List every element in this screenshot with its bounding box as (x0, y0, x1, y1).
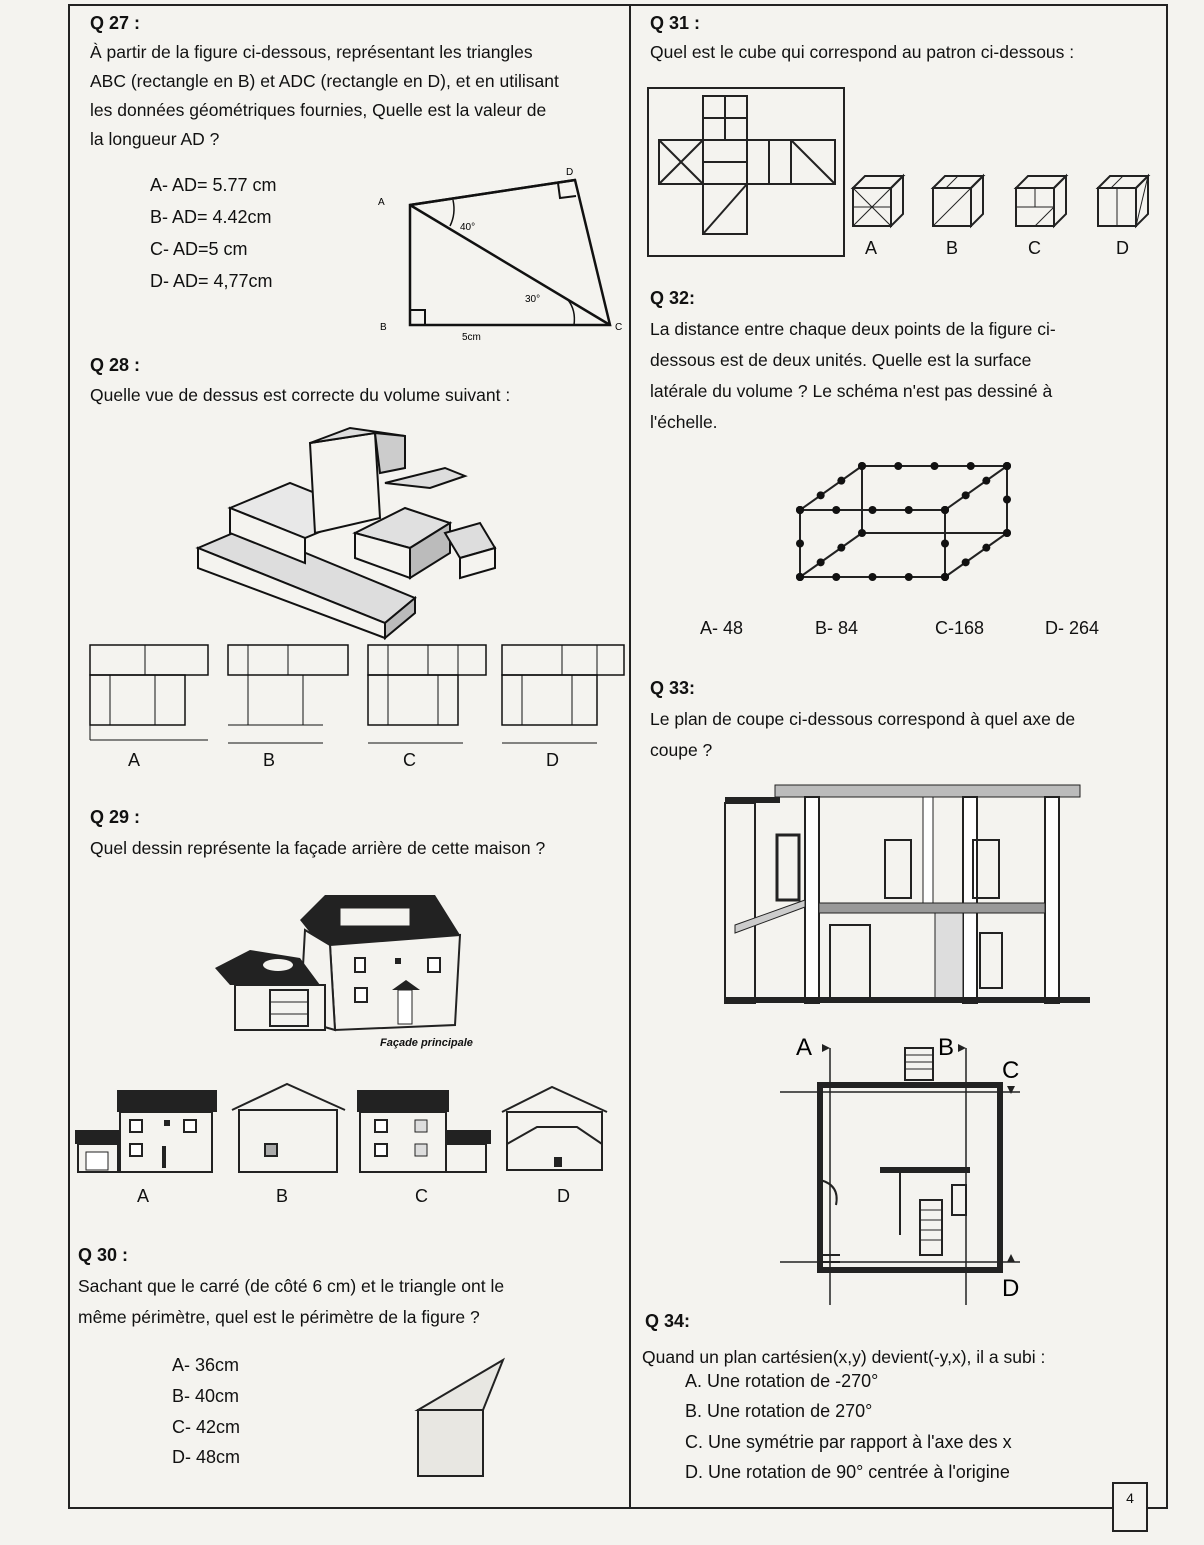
q34-option-c[interactable]: C. Une symétrie par rapport à l'axe des x (685, 1432, 1012, 1452)
q28-view-a[interactable] (90, 645, 208, 740)
axis-d-label: D (1002, 1275, 1020, 1302)
grid-dot (832, 573, 840, 581)
box-edge (800, 533, 862, 577)
grid-dot (869, 573, 877, 581)
q30-option-b[interactable]: B- 40cm (172, 1386, 240, 1406)
grid-dot (1003, 529, 1011, 537)
q31-label-a: A (865, 238, 878, 258)
grid-dot (837, 544, 845, 552)
q32-option-b[interactable]: B- 84 (815, 618, 859, 638)
q29-option-a[interactable] (75, 1090, 217, 1172)
q27-text-line: les données géométriques fournies, Quelle est la valeur de (90, 100, 547, 120)
axis-c-label: C (1002, 1057, 1020, 1084)
q29-facade-options (72, 1082, 632, 1177)
grid-dot (869, 506, 877, 514)
q28-title: Q 28 : (90, 355, 141, 375)
q28-label-a: A (128, 750, 141, 770)
grid-dot (905, 573, 913, 581)
grid-dot (1003, 462, 1011, 470)
q31-label-c: C (1028, 238, 1041, 258)
q30-title: Q 30 : (78, 1245, 129, 1265)
q33-title: Q 33: (650, 678, 696, 698)
q29-label-d: D (557, 1186, 570, 1206)
grid-dot (982, 477, 990, 485)
q27-option-a[interactable]: A- AD= 5.77 cm (150, 175, 277, 195)
grid-dot (817, 491, 825, 499)
grid-dot (817, 558, 825, 566)
q34-option-b[interactable]: B. Une rotation de 270° (685, 1401, 873, 1421)
grid-dot (1003, 496, 1011, 504)
section-axis-a[interactable] (796, 1034, 830, 1305)
grid-dot (967, 462, 975, 470)
q29-option-b[interactable] (232, 1084, 345, 1172)
section-axis-d[interactable] (780, 1254, 1020, 1302)
grid-dot (894, 462, 902, 470)
grid-dot (832, 506, 840, 514)
q33-floor-plan (780, 1030, 1040, 1305)
grid-dot (858, 529, 866, 537)
q27-angle-40: 40° (460, 222, 476, 233)
q31-text: Quel est le cube qui correspond au patron ci-dessous : (650, 42, 1075, 62)
q30-option-c[interactable]: C- 42cm (172, 1417, 241, 1437)
q27-text-line: À partir de la figure ci-dessous, représentant les triangles (90, 42, 533, 62)
q28-label-d: D (546, 750, 559, 770)
q27-text-line: ABC (rectangle en B) et ADC (rectangle en D), et en utilisant (90, 71, 559, 91)
q31-title: Q 31 : (650, 13, 701, 33)
q28-view-b[interactable] (228, 645, 348, 743)
q31-cube-a[interactable] (853, 176, 903, 226)
q28-label-c: C (403, 750, 416, 770)
q27-option-d[interactable]: D- AD= 4,77cm (150, 271, 273, 291)
axis-a-label: A (796, 1034, 813, 1061)
q29-title: Q 29 : (90, 807, 141, 827)
section-axis-c[interactable] (780, 1057, 1020, 1094)
grid-dot (858, 462, 866, 470)
q27-label-b: B (380, 322, 387, 333)
q27-triangle-figure (370, 160, 630, 350)
q32-option-c[interactable]: C-168 (935, 618, 985, 638)
q30-text-line: même périmètre, quel est le périmètre de la figure ? (78, 1307, 480, 1327)
q34-option-a[interactable]: A. Une rotation de -270° (685, 1371, 879, 1391)
q32-dotted-box-figure (790, 455, 1030, 595)
q30-text-line: Sachant que le carré (de côté 6 cm) et le triangle ont le (78, 1276, 505, 1296)
grid-dot (931, 462, 939, 470)
grid-dot (982, 544, 990, 552)
q29-caption: Façade principale (380, 1037, 473, 1049)
q31-cube-d[interactable] (1098, 176, 1148, 226)
q33-section-drawing (725, 785, 1090, 1005)
q32-text-line: l'échelle. (650, 412, 718, 432)
q29-label-a: A (137, 1186, 150, 1206)
q33-text-line: coupe ? (650, 740, 713, 760)
q30-option-a[interactable]: A- 36cm (172, 1355, 240, 1375)
q27-angle-30: 30° (525, 294, 541, 305)
q30-square-triangle-figure (415, 1358, 515, 1480)
q28-volume-figure (190, 428, 480, 638)
grid-dot (941, 573, 949, 581)
q27-label-a: A (378, 197, 385, 208)
q29-option-d[interactable] (502, 1087, 607, 1170)
q34-option-d[interactable]: D. Une rotation de 90° centrée à l'origine (685, 1462, 1010, 1482)
q27-option-c[interactable]: C- AD=5 cm (150, 239, 248, 259)
q29-text: Quel dessin représente la façade arrière de cette maison ? (90, 838, 546, 858)
box-edge (945, 533, 1007, 577)
q27-base-length: 5cm (462, 332, 481, 343)
q28-text: Quelle vue de dessus est correcte du volume suivant : (90, 385, 511, 405)
q28-top-views (90, 645, 630, 745)
q32-text-line: latérale du volume ? Le schéma n'est pas dessiné à (650, 381, 1053, 401)
q32-text-line: La distance entre chaque deux points de la figure ci- (650, 319, 1056, 339)
q32-title: Q 32: (650, 288, 696, 308)
grid-dot (796, 506, 804, 514)
q29-option-c[interactable] (357, 1090, 491, 1172)
q28-view-c[interactable] (368, 645, 486, 743)
q28-label-b: B (263, 750, 276, 770)
grid-dot (941, 540, 949, 548)
q29-label-c: C (415, 1186, 428, 1206)
q29-house-figure (210, 890, 470, 1040)
box-edge (945, 466, 1007, 510)
axis-b-label: B (938, 1034, 955, 1061)
page-number: 4 (1112, 1482, 1148, 1532)
grid-dot (941, 506, 949, 514)
q31-label-d: D (1116, 238, 1129, 258)
grid-dot (962, 558, 970, 566)
box-edge (800, 466, 862, 510)
q31-label-b: B (946, 238, 959, 258)
q29-label-b: B (276, 1186, 289, 1206)
grid-dot (905, 506, 913, 514)
q32-option-d[interactable]: D- 264 (1045, 618, 1100, 638)
q32-text-line: dessous est de deux unités. Quelle est la surface (650, 350, 1032, 370)
grid-dot (837, 477, 845, 485)
q27-text-line: la longueur AD ? (90, 129, 220, 149)
q28-view-d[interactable] (502, 645, 624, 743)
q31-cube-b[interactable] (933, 176, 983, 226)
q31-cube-c[interactable] (1016, 176, 1066, 226)
q30-option-d[interactable]: D- 48cm (172, 1447, 241, 1467)
grid-dot (962, 491, 970, 499)
grid-dot (796, 540, 804, 548)
q32-option-a[interactable]: A- 48 (700, 618, 744, 638)
q34-text: Quand un plan cartésien(x,y) devient(-y,x), il a subi : (642, 1347, 1046, 1367)
q33-text-line: Le plan de coupe ci-dessous correspond à quel axe de (650, 709, 1076, 729)
q27-title: Q 27 : (90, 13, 141, 33)
q27-label-d: D (566, 167, 574, 178)
q27-option-b[interactable]: B- AD= 4.42cm (150, 207, 272, 227)
q31-cube-net-figure (648, 88, 1168, 263)
q27-label-c: C (615, 322, 623, 333)
grid-dot (796, 573, 804, 581)
q34-title: Q 34: (645, 1311, 691, 1331)
